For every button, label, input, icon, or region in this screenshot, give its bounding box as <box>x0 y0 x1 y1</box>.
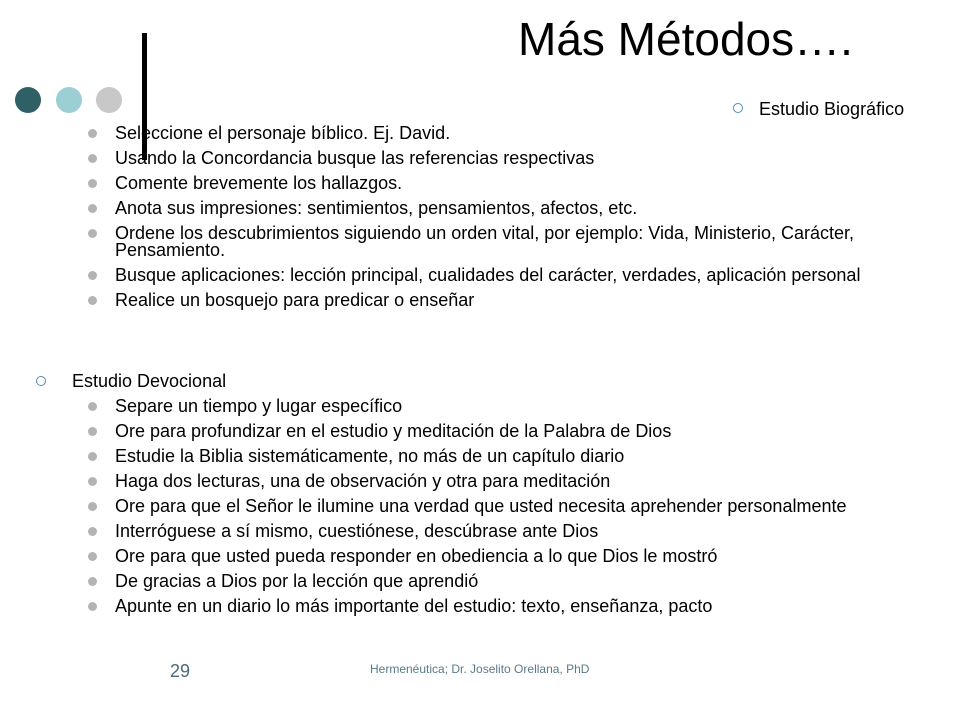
bullet-icon <box>88 452 97 461</box>
list-item: Seleccione el personaje bíblico. Ej. David. <box>0 125 915 142</box>
footer-text: Hermenéutica; Dr. Joselito Orellana, PhD <box>370 662 590 676</box>
bullet-icon <box>88 154 97 163</box>
list-item: Haga dos lecturas, una de observación y otra para meditación <box>0 473 915 490</box>
list-item: Realice un bosquejo para predicar o enseñar <box>0 292 915 309</box>
bullet-icon <box>88 129 97 138</box>
decorative-dot-dark <box>15 87 41 113</box>
list-item: Busque aplicaciones: lección principal, cualidades del carácter, verdades, aplicación personal <box>0 267 915 284</box>
bullet-icon <box>88 179 97 188</box>
bullet-icon <box>88 552 97 561</box>
bullet-icon <box>88 427 97 436</box>
bullet-icon <box>88 577 97 586</box>
bullet-icon <box>88 477 97 486</box>
ring-bullet-icon <box>733 103 743 113</box>
devocional-list <box>0 398 915 623</box>
list-item: Usando la Concordancia busque las referencias respectivas <box>0 150 915 167</box>
bullet-icon <box>88 271 97 280</box>
list-item: Separe un tiempo y lugar específico <box>0 398 915 415</box>
ring-bullet-icon <box>36 376 46 386</box>
bullet-icon <box>88 296 97 305</box>
section-heading-biografico: Estudio Biográfico <box>759 99 905 119</box>
bullet-icon <box>88 229 97 238</box>
section-heading-devocional: Estudio Devocional <box>72 371 227 391</box>
bullet-icon <box>88 402 97 411</box>
biografico-list <box>0 125 915 317</box>
list-item: Ore para que usted pueda responder en obediencia a lo que Dios le mostró <box>0 548 915 565</box>
list-item: Interróguese a sí mismo, cuestiónese, descúbrase ante Dios <box>0 523 915 540</box>
decorative-dot-light-teal <box>56 87 82 113</box>
list-item: Estudie la Biblia sistemáticamente, no más de un capítulo diario <box>0 448 915 465</box>
list-item: De gracias a Dios por la lección que aprendió <box>0 573 915 590</box>
list-item: Comente brevemente los hallazgos. <box>0 175 915 192</box>
bullet-icon <box>88 602 97 611</box>
bullet-icon <box>88 527 97 536</box>
list-item: Ore para profundizar en el estudio y meditación de la Palabra de Dios <box>0 423 915 440</box>
page-number: 29 <box>170 661 191 681</box>
list-item: Apunte en un diario lo más importante del estudio: texto, enseñanza, pacto <box>0 598 915 615</box>
bullet-icon <box>88 204 97 213</box>
decorative-dot-gray <box>96 87 122 113</box>
list-item: Ore para que el Señor le ilumine una verdad que usted necesita aprehender personalmente <box>0 498 915 515</box>
bullet-icon <box>88 502 97 511</box>
list-item: Ordene los descubrimientos siguiendo un orden vital, por ejemplo: Vida, Ministerio, Carácter, Pensamiento. <box>0 225 915 259</box>
list-item: Anota sus impresiones: sentimientos, pensamientos, afectos, etc. <box>0 200 915 217</box>
slide-title: Más Métodos…. <box>518 13 853 65</box>
